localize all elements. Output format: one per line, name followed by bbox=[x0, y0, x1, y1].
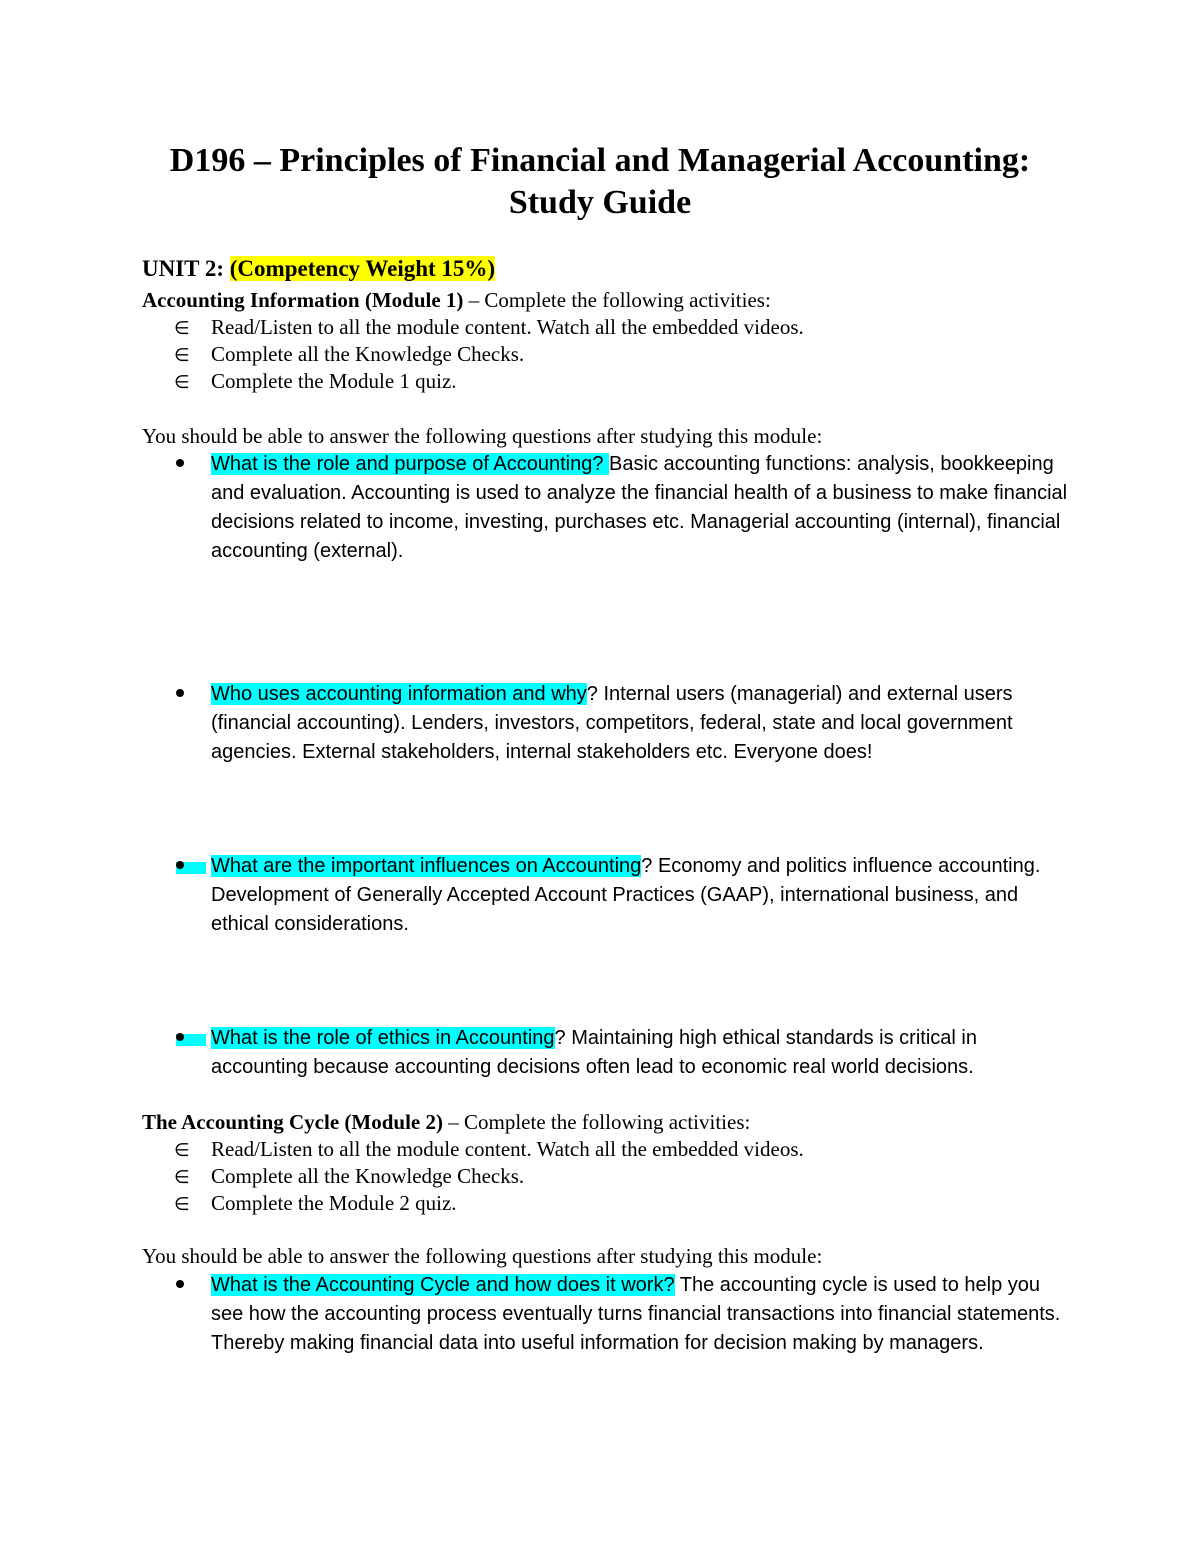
unit-label: UNIT 2: bbox=[142, 256, 230, 281]
activity-bullet-icon: ∈ bbox=[174, 345, 190, 366]
question-text: Who uses accounting information and why bbox=[211, 683, 587, 705]
module-1-intro: – Complete the following activities: bbox=[463, 288, 771, 312]
unit-heading bbox=[142, 256, 495, 282]
answer-text: ? Internal users (managerial) and external users (financial accounting). Lenders, investors, competitors, federal, state and local government agencies. External stakeholders, internal stakeholders etc. Everyone does! bbox=[211, 683, 1013, 763]
module-2-question-1 bbox=[211, 1271, 1071, 1358]
module-1-question-2 bbox=[211, 680, 1071, 767]
module-1-question-4 bbox=[211, 1024, 1071, 1082]
module-2-questions-intro: You should be able to answer the following questions after studying this module: bbox=[142, 1244, 823, 1268]
module-1-questions-intro: You should be able to answer the following questions after studying this module: bbox=[142, 424, 823, 448]
module-1-heading bbox=[142, 288, 771, 313]
answer-text: ? Maintaining high ethical standards is critical in accounting because accounting decisions often lead to economic real world decisions. bbox=[211, 1027, 977, 1078]
module-1-activity-1: Read/Listen to all the module content. Watch all the embedded videos. bbox=[211, 315, 804, 339]
module-1-activity-2: Complete all the Knowledge Checks. bbox=[211, 342, 525, 366]
module-2-activity-1: Read/Listen to all the module content. Watch all the embedded videos. bbox=[211, 1137, 804, 1161]
module-1-activity-3: Complete the Module 1 quiz. bbox=[211, 369, 457, 393]
activity-bullet-icon: ∈ bbox=[174, 318, 190, 339]
module-2-activity-2: Complete all the Knowledge Checks. bbox=[211, 1164, 525, 1188]
competency-weight: (Competency Weight 15%) bbox=[229, 256, 496, 281]
bullet-icon bbox=[176, 1033, 184, 1041]
module-2-heading bbox=[142, 1110, 750, 1135]
bullet-icon bbox=[176, 1280, 184, 1288]
answer-text: The accounting cycle is used to help you see how the accounting process eventually turns financial transactions into financial statements. Thereby making financial data into useful information for decision making by managers. bbox=[211, 1274, 1061, 1354]
question-text: What is the Accounting Cycle and how does it work? bbox=[211, 1274, 675, 1296]
module-1-question-3 bbox=[211, 852, 1071, 939]
activity-bullet-icon: ∈ bbox=[174, 372, 190, 393]
module-1-title: Accounting Information (Module 1) bbox=[142, 288, 464, 312]
bullet-icon bbox=[176, 689, 184, 697]
activity-bullet-icon: ∈ bbox=[174, 1167, 190, 1188]
module-2-intro: – Complete the following activities: bbox=[442, 1110, 751, 1134]
document-title-line-1: D196 – Principles of Financial and Managerial Accounting: bbox=[169, 142, 1031, 179]
answer-text: ? Economy and politics influence accounting. Development of Generally Accepted Account Practices (GAAP), international business, and ethical considerations. bbox=[211, 855, 1041, 935]
bullet-icon bbox=[176, 459, 184, 467]
module-2-activity-3: Complete the Module 2 quiz. bbox=[211, 1191, 457, 1215]
question-text: What is the role and purpose of Accounting? bbox=[211, 453, 610, 475]
question-text: What is the role of ethics in Accounting bbox=[211, 1027, 555, 1049]
document-title-line-2: Study Guide bbox=[508, 184, 692, 221]
bullet-icon bbox=[176, 861, 184, 869]
activity-bullet-icon: ∈ bbox=[174, 1194, 190, 1215]
module-1-question-1 bbox=[211, 450, 1071, 566]
question-text: What are the important influences on Accounting bbox=[211, 855, 642, 877]
module-2-title: The Accounting Cycle (Module 2) bbox=[142, 1110, 443, 1134]
activity-bullet-icon: ∈ bbox=[174, 1140, 190, 1161]
answer-text: Basic accounting functions: analysis, bookkeeping and evaluation. Accounting is used to analyze the financial health of a business to make financial decisions related to income, investing, purchases etc. Managerial accounting (internal), financial accounting (external). bbox=[211, 453, 1068, 562]
